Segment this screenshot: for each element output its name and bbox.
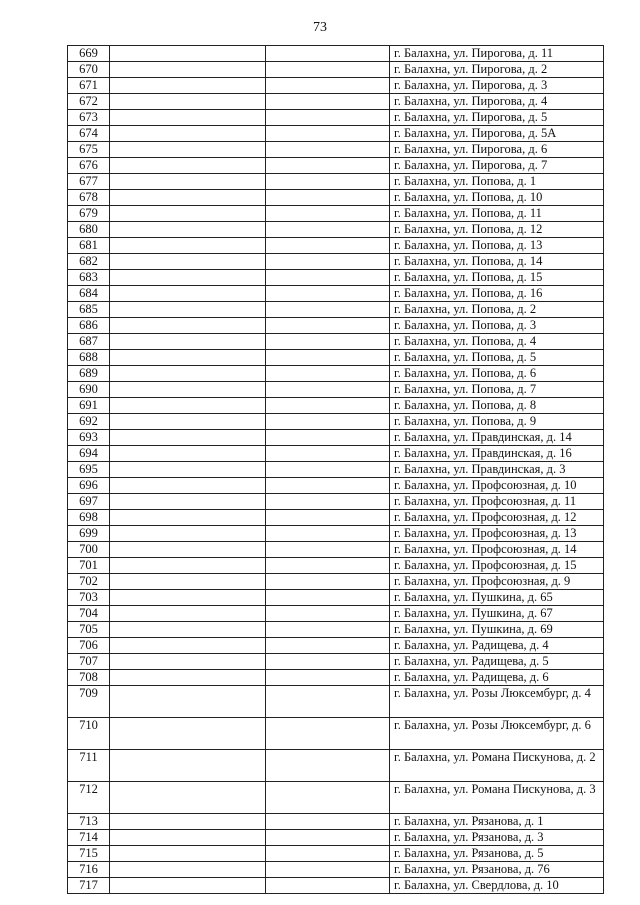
table-row <box>68 750 604 782</box>
address-cell: г. Балахна, ул. Розы Люксембург, д. 6 <box>390 718 604 750</box>
empty-cell <box>266 670 390 686</box>
address-cell: г. Балахна, ул. Попова, д. 15 <box>390 270 604 286</box>
empty-cell <box>266 254 390 270</box>
empty-cell <box>266 846 390 862</box>
empty-cell <box>110 334 266 350</box>
row-number: 677 <box>68 174 110 190</box>
table-row <box>68 318 604 334</box>
empty-cell <box>266 750 390 782</box>
empty-cell <box>110 574 266 590</box>
address-cell: г. Балахна, ул. Попова, д. 2 <box>390 302 604 318</box>
empty-cell <box>110 814 266 830</box>
row-number: 688 <box>68 350 110 366</box>
row-number: 707 <box>68 654 110 670</box>
table-row <box>68 782 604 814</box>
row-number: 708 <box>68 670 110 686</box>
address-cell: г. Балахна, ул. Пирогова, д. 5 <box>390 110 604 126</box>
address-cell: г. Балахна, ул. Пирогова, д. 5А <box>390 126 604 142</box>
empty-cell <box>110 430 266 446</box>
table-row <box>68 302 604 318</box>
table-row <box>68 878 604 894</box>
empty-cell <box>266 62 390 78</box>
empty-cell <box>266 158 390 174</box>
table-row <box>68 494 604 510</box>
address-cell: г. Балахна, ул. Рязанова, д. 3 <box>390 830 604 846</box>
table-row <box>68 718 604 750</box>
address-cell: г. Балахна, ул. Романа Пискунова, д. 2 <box>390 750 604 782</box>
empty-cell <box>266 206 390 222</box>
table-row <box>68 238 604 254</box>
empty-cell <box>266 606 390 622</box>
table-row <box>68 606 604 622</box>
row-number: 684 <box>68 286 110 302</box>
table-row <box>68 638 604 654</box>
empty-cell <box>110 190 266 206</box>
empty-cell <box>266 654 390 670</box>
empty-cell <box>110 302 266 318</box>
table-row <box>68 190 604 206</box>
row-number: 690 <box>68 382 110 398</box>
empty-cell <box>266 190 390 206</box>
empty-cell <box>110 638 266 654</box>
empty-cell <box>110 622 266 638</box>
address-cell: г. Балахна, ул. Попова, д. 5 <box>390 350 604 366</box>
empty-cell <box>266 110 390 126</box>
table-row <box>68 110 604 126</box>
empty-cell <box>110 110 266 126</box>
empty-cell <box>266 510 390 526</box>
address-table-body <box>68 46 604 894</box>
address-cell: г. Балахна, ул. Пирогова, д. 3 <box>390 78 604 94</box>
table-row <box>68 670 604 686</box>
row-number: 714 <box>68 830 110 846</box>
table-row <box>68 206 604 222</box>
empty-cell <box>110 254 266 270</box>
table-row <box>68 654 604 670</box>
empty-cell <box>110 382 266 398</box>
table-row <box>68 446 604 462</box>
empty-cell <box>266 462 390 478</box>
empty-cell <box>110 414 266 430</box>
empty-cell <box>266 414 390 430</box>
table-row <box>68 142 604 158</box>
empty-cell <box>110 462 266 478</box>
address-cell: г. Балахна, ул. Попова, д. 9 <box>390 414 604 430</box>
empty-cell <box>110 318 266 334</box>
empty-cell <box>110 590 266 606</box>
address-cell: г. Балахна, ул. Попова, д. 1 <box>390 174 604 190</box>
empty-cell <box>110 862 266 878</box>
empty-cell <box>110 126 266 142</box>
address-table <box>67 45 604 894</box>
row-number: 694 <box>68 446 110 462</box>
row-number: 693 <box>68 430 110 446</box>
row-number: 711 <box>68 750 110 782</box>
empty-cell <box>266 574 390 590</box>
empty-cell <box>266 318 390 334</box>
empty-cell <box>266 126 390 142</box>
row-number: 702 <box>68 574 110 590</box>
page-number: 73 <box>313 20 327 35</box>
row-number: 710 <box>68 718 110 750</box>
empty-cell <box>110 142 266 158</box>
row-number: 712 <box>68 782 110 814</box>
row-number: 704 <box>68 606 110 622</box>
table-row <box>68 334 604 350</box>
empty-cell <box>266 94 390 110</box>
address-cell: г. Балахна, ул. Попова, д. 10 <box>390 190 604 206</box>
empty-cell <box>110 174 266 190</box>
address-cell: г. Балахна, ул. Пушкина, д. 69 <box>390 622 604 638</box>
empty-cell <box>266 862 390 878</box>
address-cell: г. Балахна, ул. Попова, д. 16 <box>390 286 604 302</box>
table-row <box>68 462 604 478</box>
empty-cell <box>266 238 390 254</box>
empty-cell <box>110 542 266 558</box>
row-number: 683 <box>68 270 110 286</box>
table-row <box>68 286 604 302</box>
empty-cell <box>266 718 390 750</box>
address-cell: г. Балахна, ул. Профсоюзная, д. 11 <box>390 494 604 510</box>
empty-cell <box>110 446 266 462</box>
row-number: 695 <box>68 462 110 478</box>
empty-cell <box>110 94 266 110</box>
row-number: 696 <box>68 478 110 494</box>
empty-cell <box>266 286 390 302</box>
address-cell: г. Балахна, ул. Профсоюзная, д. 12 <box>390 510 604 526</box>
address-cell: г. Балахна, ул. Правдинская, д. 14 <box>390 430 604 446</box>
address-cell: г. Балахна, ул. Попова, д. 12 <box>390 222 604 238</box>
address-cell: г. Балахна, ул. Правдинская, д. 16 <box>390 446 604 462</box>
table-row <box>68 542 604 558</box>
table-row <box>68 158 604 174</box>
address-cell: г. Балахна, ул. Пирогова, д. 2 <box>390 62 604 78</box>
address-cell: г. Балахна, ул. Попова, д. 4 <box>390 334 604 350</box>
row-number: 715 <box>68 846 110 862</box>
empty-cell <box>110 510 266 526</box>
empty-cell <box>266 334 390 350</box>
empty-cell <box>110 222 266 238</box>
empty-cell <box>110 478 266 494</box>
row-number: 672 <box>68 94 110 110</box>
empty-cell <box>266 174 390 190</box>
row-number: 691 <box>68 398 110 414</box>
empty-cell <box>110 830 266 846</box>
table-row <box>68 590 604 606</box>
table-row <box>68 526 604 542</box>
empty-cell <box>266 494 390 510</box>
row-number: 676 <box>68 158 110 174</box>
empty-cell <box>266 814 390 830</box>
address-cell: г. Балахна, ул. Радищева, д. 5 <box>390 654 604 670</box>
table-row <box>68 414 604 430</box>
address-cell: г. Балахна, ул. Профсоюзная, д. 9 <box>390 574 604 590</box>
address-cell: г. Балахна, ул. Профсоюзная, д. 13 <box>390 526 604 542</box>
empty-cell <box>110 350 266 366</box>
table-row <box>68 478 604 494</box>
row-number: 697 <box>68 494 110 510</box>
empty-cell <box>266 398 390 414</box>
address-cell: г. Балахна, ул. Попова, д. 11 <box>390 206 604 222</box>
address-cell: г. Балахна, ул. Попова, д. 7 <box>390 382 604 398</box>
table-row <box>68 846 604 862</box>
empty-cell <box>266 622 390 638</box>
empty-cell <box>110 366 266 382</box>
address-cell: г. Балахна, ул. Попова, д. 6 <box>390 366 604 382</box>
row-number: 681 <box>68 238 110 254</box>
row-number: 709 <box>68 686 110 718</box>
table-row <box>68 222 604 238</box>
address-cell: г. Балахна, ул. Пушкина, д. 65 <box>390 590 604 606</box>
row-number: 686 <box>68 318 110 334</box>
row-number: 698 <box>68 510 110 526</box>
address-cell: г. Балахна, ул. Профсоюзная, д. 15 <box>390 558 604 574</box>
row-number: 700 <box>68 542 110 558</box>
empty-cell <box>110 286 266 302</box>
empty-cell <box>266 222 390 238</box>
address-cell: г. Балахна, ул. Свердлова, д. 10 <box>390 878 604 894</box>
address-cell: г. Балахна, ул. Романа Пискунова, д. 3 <box>390 782 604 814</box>
row-number: 673 <box>68 110 110 126</box>
empty-cell <box>266 302 390 318</box>
address-cell: г. Балахна, ул. Попова, д. 13 <box>390 238 604 254</box>
address-cell: г. Балахна, ул. Попова, д. 3 <box>390 318 604 334</box>
empty-cell <box>266 350 390 366</box>
address-cell: г. Балахна, ул. Профсоюзная, д. 10 <box>390 478 604 494</box>
address-cell: г. Балахна, ул. Радищева, д. 6 <box>390 670 604 686</box>
empty-cell <box>110 654 266 670</box>
empty-cell <box>266 878 390 894</box>
row-number: 703 <box>68 590 110 606</box>
address-cell: г. Балахна, ул. Пирогова, д. 11 <box>390 46 604 62</box>
empty-cell <box>110 606 266 622</box>
empty-cell <box>110 62 266 78</box>
empty-cell <box>266 526 390 542</box>
row-number: 699 <box>68 526 110 542</box>
address-cell: г. Балахна, ул. Правдинская, д. 3 <box>390 462 604 478</box>
table-row <box>68 830 604 846</box>
table-row <box>68 62 604 78</box>
row-number: 687 <box>68 334 110 350</box>
address-cell: г. Балахна, ул. Пирогова, д. 7 <box>390 158 604 174</box>
empty-cell <box>266 686 390 718</box>
table-row <box>68 398 604 414</box>
empty-cell <box>266 478 390 494</box>
table-row <box>68 430 604 446</box>
empty-cell <box>266 366 390 382</box>
table-row <box>68 574 604 590</box>
row-number: 674 <box>68 126 110 142</box>
empty-cell <box>266 142 390 158</box>
row-number: 669 <box>68 46 110 62</box>
address-cell: г. Балахна, ул. Розы Люксембург, д. 4 <box>390 686 604 718</box>
empty-cell <box>110 846 266 862</box>
table-row <box>68 366 604 382</box>
address-cell: г. Балахна, ул. Рязанова, д. 1 <box>390 814 604 830</box>
address-cell: г. Балахна, ул. Профсоюзная, д. 14 <box>390 542 604 558</box>
empty-cell <box>110 878 266 894</box>
address-cell: г. Балахна, ул. Пирогова, д. 6 <box>390 142 604 158</box>
table-row <box>68 270 604 286</box>
table-row <box>68 686 604 718</box>
empty-cell <box>266 446 390 462</box>
table-row <box>68 510 604 526</box>
empty-cell <box>266 382 390 398</box>
empty-cell <box>110 686 266 718</box>
row-number: 679 <box>68 206 110 222</box>
empty-cell <box>110 558 266 574</box>
address-cell: г. Балахна, ул. Пушкина, д. 67 <box>390 606 604 622</box>
empty-cell <box>110 238 266 254</box>
empty-cell <box>110 398 266 414</box>
empty-cell <box>266 830 390 846</box>
table-row <box>68 46 604 62</box>
table-row <box>68 862 604 878</box>
row-number: 671 <box>68 78 110 94</box>
empty-cell <box>266 782 390 814</box>
row-number: 670 <box>68 62 110 78</box>
empty-cell <box>110 270 266 286</box>
empty-cell <box>266 78 390 94</box>
address-cell: г. Балахна, ул. Рязанова, д. 76 <box>390 862 604 878</box>
empty-cell <box>110 670 266 686</box>
address-cell: г. Балахна, ул. Пирогова, д. 4 <box>390 94 604 110</box>
empty-cell <box>110 206 266 222</box>
row-number: 678 <box>68 190 110 206</box>
row-number: 680 <box>68 222 110 238</box>
empty-cell <box>110 158 266 174</box>
row-number: 689 <box>68 366 110 382</box>
table-row <box>68 558 604 574</box>
empty-cell <box>110 46 266 62</box>
empty-cell <box>266 558 390 574</box>
empty-cell <box>266 542 390 558</box>
row-number: 692 <box>68 414 110 430</box>
empty-cell <box>110 750 266 782</box>
table-row <box>68 126 604 142</box>
row-number: 705 <box>68 622 110 638</box>
empty-cell <box>266 430 390 446</box>
row-number: 701 <box>68 558 110 574</box>
empty-cell <box>110 494 266 510</box>
table-row <box>68 382 604 398</box>
table-row <box>68 622 604 638</box>
address-cell: г. Балахна, ул. Рязанова, д. 5 <box>390 846 604 862</box>
row-number: 713 <box>68 814 110 830</box>
table-row <box>68 78 604 94</box>
row-number: 717 <box>68 878 110 894</box>
table-row <box>68 814 604 830</box>
row-number: 682 <box>68 254 110 270</box>
empty-cell <box>110 526 266 542</box>
empty-cell <box>110 78 266 94</box>
table-row <box>68 174 604 190</box>
empty-cell <box>110 718 266 750</box>
table-row <box>68 350 604 366</box>
row-number: 706 <box>68 638 110 654</box>
row-number: 716 <box>68 862 110 878</box>
empty-cell <box>266 638 390 654</box>
empty-cell <box>266 590 390 606</box>
address-cell: г. Балахна, ул. Радищева, д. 4 <box>390 638 604 654</box>
table-row <box>68 94 604 110</box>
row-number: 685 <box>68 302 110 318</box>
address-cell: г. Балахна, ул. Попова, д. 8 <box>390 398 604 414</box>
address-cell: г. Балахна, ул. Попова, д. 14 <box>390 254 604 270</box>
empty-cell <box>266 46 390 62</box>
row-number: 675 <box>68 142 110 158</box>
empty-cell <box>266 270 390 286</box>
table-row <box>68 254 604 270</box>
empty-cell <box>110 782 266 814</box>
